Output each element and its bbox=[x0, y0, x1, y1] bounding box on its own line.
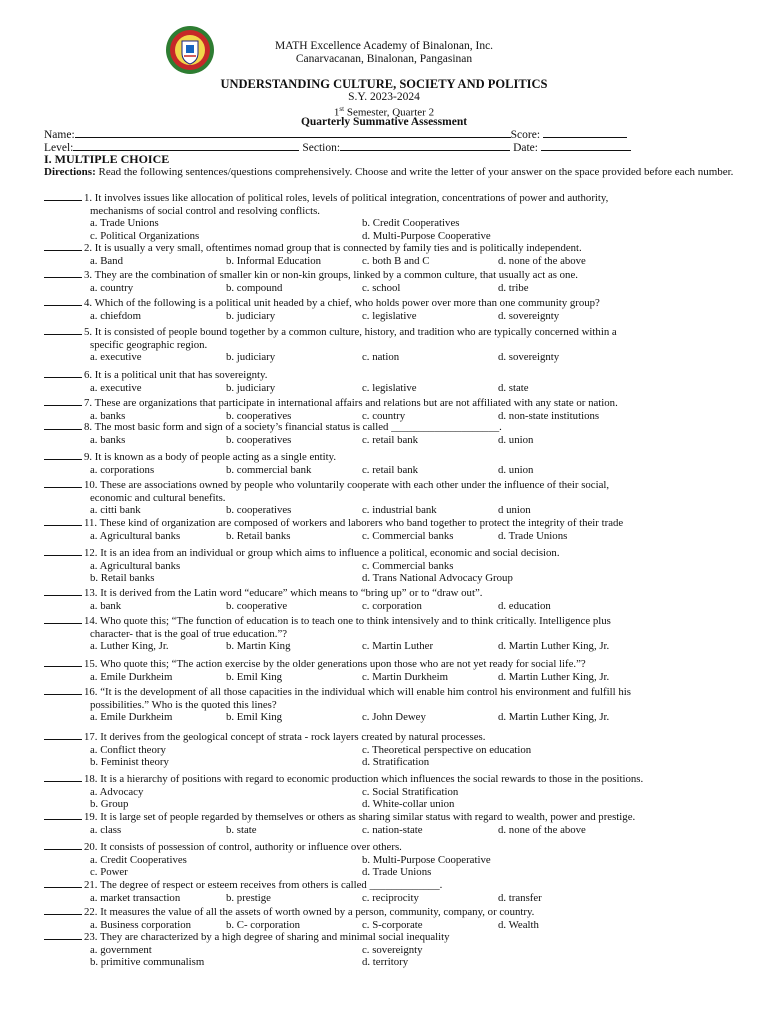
answer-option: b. Retail banks bbox=[90, 572, 155, 584]
question-item bbox=[44, 516, 744, 542]
answer-option: a. Advocacy bbox=[90, 785, 144, 798]
answer-option: b. Emil King bbox=[226, 670, 283, 683]
option-row bbox=[44, 711, 744, 724]
answer-blank[interactable] bbox=[44, 191, 82, 201]
name-field[interactable] bbox=[75, 127, 511, 138]
answer-option: b. cooperatives bbox=[226, 409, 292, 422]
answer-option: d. Stratification bbox=[362, 756, 430, 768]
answer-blank[interactable] bbox=[44, 516, 82, 526]
answer-option: a. Agricultural banks bbox=[90, 559, 181, 572]
answer-blank[interactable] bbox=[44, 478, 82, 488]
course-title: UNDERSTANDING CULTURE, SOCIETY AND POLITICS bbox=[220, 77, 548, 91]
answer-option: a. Band bbox=[90, 254, 123, 267]
answer-option: a. Business corporation bbox=[90, 918, 192, 931]
answer-option: c. Martin Durkheim bbox=[362, 670, 449, 683]
answer-option: d. Martin Luther King, Jr. bbox=[498, 670, 610, 683]
answer-option: b. Informal Education bbox=[226, 254, 322, 267]
question-item bbox=[44, 730, 744, 769]
answer-blank[interactable] bbox=[44, 586, 82, 596]
answer-option: d. Multi-Purpose Cooperative bbox=[362, 229, 491, 242]
answer-option: d. sovereignty bbox=[498, 351, 560, 363]
answer-option: a. Luther King, Jr. bbox=[90, 640, 169, 652]
option-row bbox=[44, 310, 744, 323]
answer-option: a. executive bbox=[90, 381, 142, 394]
answer-option: c. retail bank bbox=[362, 463, 419, 476]
answer-blank[interactable] bbox=[44, 730, 82, 740]
date-label: Date: bbox=[513, 142, 538, 154]
question-item bbox=[44, 325, 744, 364]
answer-option: b. cooperative bbox=[226, 599, 288, 612]
answer-option: b. cooperatives bbox=[226, 433, 292, 446]
question-item bbox=[44, 268, 744, 294]
date-field[interactable] bbox=[541, 140, 631, 151]
directions bbox=[44, 166, 744, 179]
answer-option: a. Conflict theory bbox=[90, 743, 166, 756]
question-stem: 16. “It is the development of all those capacities in the individual which will enable him control his environment and fulfill his bbox=[84, 686, 631, 698]
answer-option: c. legislative bbox=[362, 309, 417, 322]
answer-option: c. both B and C bbox=[362, 254, 430, 267]
answer-option: c. Commercial banks bbox=[362, 529, 454, 542]
answer-option: b. Feminist theory bbox=[90, 756, 169, 768]
answer-blank[interactable] bbox=[44, 546, 82, 556]
question-stem: 13. It is derived from the Latin word “educare” which means to “bring up” or to “draw out”. bbox=[84, 587, 483, 599]
section-field[interactable] bbox=[340, 140, 510, 151]
question-item bbox=[44, 546, 744, 585]
answer-option: b. state bbox=[226, 823, 257, 836]
option-row bbox=[44, 530, 744, 543]
question-stem: 11. These kind of organization are composed of workers and laborers who band together to protect the integrity of their trade bbox=[84, 517, 624, 529]
answer-option: c. corporation bbox=[362, 599, 422, 612]
question-stem: 9. It is known as a body of people acting as a single entity. bbox=[84, 451, 337, 463]
answer-option: a. Agricultural banks bbox=[90, 529, 181, 542]
answer-blank[interactable] bbox=[44, 614, 82, 624]
option-row bbox=[44, 824, 744, 837]
question-stem: 12. It is an idea from an individual or group which aims to influence a political, economic and social decision. bbox=[84, 547, 560, 559]
answer-blank[interactable] bbox=[44, 325, 82, 335]
question-stem-continued: specific geographic region. bbox=[90, 338, 208, 351]
answer-option: b. Credit Cooperatives bbox=[362, 217, 460, 229]
option-row bbox=[44, 382, 744, 395]
question-stem: 7. These are organizations that participate in international affairs and relations but are not affiliated with any state or nation. bbox=[84, 397, 618, 409]
answer-option: c. industrial bank bbox=[362, 504, 437, 516]
answer-blank[interactable] bbox=[44, 296, 82, 306]
answer-option: b. primitive communalism bbox=[90, 956, 205, 968]
answer-option: a. market transaction bbox=[90, 891, 181, 904]
semester-text: Semester, Quarter 2 bbox=[344, 106, 435, 119]
question-stem-continued: character- that is the goal of true education.”? bbox=[90, 627, 288, 640]
answer-option: b. Multi-Purpose Cooperative bbox=[362, 853, 491, 866]
option-row bbox=[44, 560, 744, 573]
question-item bbox=[44, 878, 744, 904]
answer-option: a. Trade Unions bbox=[90, 217, 159, 229]
answer-option: a. banks bbox=[90, 409, 126, 422]
answer-option: c. Social Stratification bbox=[362, 785, 459, 798]
answer-option: d. territory bbox=[362, 956, 409, 968]
answer-option: d. none of the above bbox=[498, 254, 586, 267]
question-item bbox=[44, 396, 744, 422]
answer-option: c. Commercial banks bbox=[362, 559, 454, 572]
answer-blank[interactable] bbox=[44, 685, 82, 695]
question-stem-continued: mechanisms of social control and resolving conflicts. bbox=[90, 204, 320, 217]
answer-option: d. state bbox=[498, 381, 529, 394]
answer-option: d. Trans National Advocacy Group bbox=[362, 572, 513, 584]
option-row bbox=[44, 572, 744, 585]
answer-option: c. Political Organizations bbox=[90, 229, 200, 242]
answer-option: d. Martin Luther King, Jr. bbox=[498, 711, 610, 723]
answer-option: a. executive bbox=[90, 351, 142, 363]
option-row bbox=[44, 640, 744, 653]
answer-option: d. Wealth bbox=[498, 918, 539, 931]
answer-option: d. education bbox=[498, 599, 551, 612]
option-row bbox=[44, 282, 744, 295]
score-field[interactable] bbox=[543, 127, 627, 138]
answer-option: b. commercial bank bbox=[226, 463, 312, 476]
answer-option: c. country bbox=[362, 409, 406, 422]
question-stem: 2. It is usually a very small, oftentimes nomad group that is connected by family ties and is politically independent. bbox=[84, 242, 582, 254]
question-item bbox=[44, 478, 744, 517]
answer-option: d. sovereignty bbox=[498, 309, 560, 322]
answer-option: d. transfer bbox=[498, 891, 542, 904]
question-stem: 3. They are the combination of smaller kin or non-kin groups, linked by a common culture, that usually act as one. bbox=[84, 269, 578, 281]
semester-superscript: st bbox=[339, 105, 345, 113]
answer-option: c. John Dewey bbox=[362, 711, 426, 723]
option-row bbox=[44, 866, 744, 879]
section-label: Section: bbox=[302, 142, 341, 154]
option-row bbox=[44, 956, 744, 969]
answer-option: c. Power bbox=[90, 866, 128, 878]
option-row bbox=[44, 434, 744, 447]
answer-option: d union bbox=[498, 504, 531, 516]
question-item bbox=[44, 657, 744, 683]
answer-blank[interactable] bbox=[44, 905, 82, 915]
answer-option: d. none of the above bbox=[498, 823, 586, 836]
question-item bbox=[44, 614, 744, 653]
option-row bbox=[44, 217, 744, 230]
answer-blank[interactable] bbox=[44, 657, 82, 667]
question-item bbox=[44, 772, 744, 811]
question-item bbox=[44, 685, 744, 724]
question-stem: 6. It is a political unit that has sovereignty. bbox=[84, 369, 268, 381]
answer-option: c. retail bank bbox=[362, 433, 419, 446]
directions-text: Read the following sentences/questions comprehensively. Choose and write the letter of your answer on the space provided before each number. bbox=[95, 166, 734, 178]
answer-blank[interactable] bbox=[44, 840, 82, 850]
question-item bbox=[44, 450, 744, 476]
answer-blank[interactable] bbox=[44, 396, 82, 406]
answer-blank[interactable] bbox=[44, 420, 82, 430]
question-item bbox=[44, 241, 744, 267]
answer-option: d. Trade Unions bbox=[362, 866, 432, 878]
answer-option: c. nation bbox=[362, 351, 400, 363]
option-row bbox=[44, 464, 744, 477]
answer-option: b. C- corporation bbox=[226, 918, 301, 931]
question-item bbox=[44, 905, 744, 931]
answer-option: a. government bbox=[90, 943, 152, 956]
answer-option: b. judiciary bbox=[226, 381, 276, 394]
answer-option: c. school bbox=[362, 281, 401, 294]
question-stem: 8. The most basic form and sign of a society’s financial status is called ____________________. bbox=[84, 421, 502, 433]
question-stem: 22. It measures the value of all the assets of worth owned by a person, community, company, or country. bbox=[84, 906, 535, 918]
question-item bbox=[44, 296, 744, 322]
option-row bbox=[44, 756, 744, 769]
answer-option: d. union bbox=[498, 463, 534, 476]
question-stem: 17. It derives from the geological concept of strata - rock layers created by natural processes. bbox=[84, 731, 486, 743]
answer-option: b. Martin King bbox=[226, 640, 291, 652]
question-item bbox=[44, 840, 744, 879]
question-item bbox=[44, 191, 744, 242]
question-stem: 4. Which of the following is a political unit headed by a chief, who holds power over more than one community group? bbox=[84, 297, 600, 309]
option-row bbox=[44, 351, 744, 364]
option-row bbox=[44, 255, 744, 268]
answer-option: b. cooperatives bbox=[226, 504, 292, 516]
question-stem: 19. It is large set of people regarded by themselves or others as sharing similar status with regard to wealth, power and prestige. bbox=[84, 811, 636, 823]
school-year: S.Y. 2023-2024 bbox=[348, 91, 420, 103]
answer-option: d. union bbox=[498, 433, 534, 446]
option-row bbox=[44, 892, 744, 905]
school-name: MATH Excellence Academy of Binalonan, Inc. bbox=[274, 40, 494, 52]
option-row bbox=[44, 504, 744, 517]
answer-option: c. nation-state bbox=[362, 823, 423, 836]
answer-blank[interactable] bbox=[44, 772, 82, 782]
section-heading: I. MULTIPLE CHOICE bbox=[44, 152, 170, 166]
name-label: Name: bbox=[44, 129, 75, 141]
answer-option: a. banks bbox=[90, 433, 126, 446]
answer-blank[interactable] bbox=[44, 810, 82, 820]
question-stem: 5. It is consisted of people bound together by a common culture, history, and tradition who are typically concerned within a bbox=[84, 326, 617, 338]
answer-blank[interactable] bbox=[44, 450, 82, 460]
question-stem: 14. Who quote this; “The function of education is to teach one to think intensively and to think critically. Intelligence plus bbox=[84, 615, 611, 627]
question-stem-continued: possibilities.” Who is the quoted this lines? bbox=[90, 698, 277, 711]
answer-option: c. reciprocity bbox=[362, 891, 419, 904]
answer-option: b. judiciary bbox=[226, 309, 276, 322]
question-item bbox=[44, 420, 744, 446]
answer-option: d. non-state institutions bbox=[498, 409, 600, 422]
answer-option: a. Credit Cooperatives bbox=[90, 853, 187, 866]
answer-option: c. Theoretical perspective on education bbox=[362, 743, 532, 756]
option-row bbox=[44, 944, 744, 957]
question-stem: 15. Who quote this; “The action exercise by the older generations upon those who are not yet ready for social life.”? bbox=[84, 658, 586, 670]
question-item bbox=[44, 930, 744, 969]
answer-option: c. sovereignty bbox=[362, 943, 423, 956]
school-address: Canarvacanan, Binalonan, Pangasinan bbox=[295, 53, 473, 65]
answer-option: d. White-collar union bbox=[362, 798, 455, 810]
answer-blank[interactable] bbox=[44, 268, 82, 278]
answer-option: b. prestige bbox=[226, 891, 271, 904]
question-stem: 1. It involves issues like allocation of political roles, levels of political integration, concentrations of power and authority, bbox=[84, 192, 609, 204]
level-field[interactable] bbox=[73, 140, 299, 151]
answer-option: b. Emil King bbox=[226, 711, 283, 723]
question-stem: 18. It is a hierarchy of positions with regard to economic production which influences the social rewards to those in the positions. bbox=[84, 773, 644, 785]
answer-option: c. S-corporate bbox=[362, 918, 423, 931]
option-row bbox=[44, 671, 744, 684]
answer-option: b. Group bbox=[90, 798, 129, 810]
question-stem: 21. The degree of respect or esteem receives from others is called _____________. bbox=[84, 879, 443, 891]
answer-option: b. Retail banks bbox=[226, 529, 291, 542]
option-row bbox=[44, 854, 744, 867]
option-row bbox=[44, 744, 744, 757]
answer-blank[interactable] bbox=[44, 878, 82, 888]
answer-blank[interactable] bbox=[44, 241, 82, 251]
option-row bbox=[44, 798, 744, 811]
question-item bbox=[44, 586, 744, 612]
option-row bbox=[44, 786, 744, 799]
answer-option: a. chiefdom bbox=[90, 309, 141, 322]
answer-option: d. tribe bbox=[498, 281, 529, 294]
answer-option: c. Martin Luther bbox=[362, 640, 434, 652]
option-row bbox=[44, 600, 744, 613]
exam-title: Quarterly Summative Assessment bbox=[300, 116, 468, 128]
answer-option: a. citti bank bbox=[90, 504, 141, 516]
answer-option: a. class bbox=[90, 823, 122, 836]
answer-option: a. Emile Durkheim bbox=[90, 711, 173, 723]
answer-blank[interactable] bbox=[44, 930, 82, 940]
answer-option: d. Martin Luther King, Jr. bbox=[498, 640, 610, 652]
question-item bbox=[44, 368, 744, 394]
level-label: Level: bbox=[44, 142, 74, 154]
question-stem-continued: economic and cultural benefits. bbox=[90, 491, 226, 504]
answer-option: b. compound bbox=[226, 281, 283, 294]
answer-option: a. corporations bbox=[90, 463, 155, 476]
question-stem: 23. They are characterized by a high degree of sharing and minimal social inequality bbox=[84, 931, 450, 943]
answer-option: d. Trade Unions bbox=[498, 529, 568, 542]
answer-option: a. Emile Durkheim bbox=[90, 670, 173, 683]
semester-number: 1 bbox=[333, 106, 340, 119]
score-label: Score: bbox=[510, 129, 541, 141]
answer-option: a. bank bbox=[90, 599, 122, 612]
answer-option: a. country bbox=[90, 281, 134, 294]
answer-option: c. legislative bbox=[362, 381, 417, 394]
directions-label: Directions: bbox=[44, 166, 96, 178]
answer-option: b. judiciary bbox=[226, 351, 276, 363]
question-stem: 10. These are associations owned by people who voluntarily cooperate with each other under the influence of their social, bbox=[84, 479, 610, 491]
question-item bbox=[44, 810, 744, 836]
question-stem: 20. It consists of possession of control, authority or influence over others. bbox=[84, 841, 402, 853]
answer-blank[interactable] bbox=[44, 368, 82, 378]
